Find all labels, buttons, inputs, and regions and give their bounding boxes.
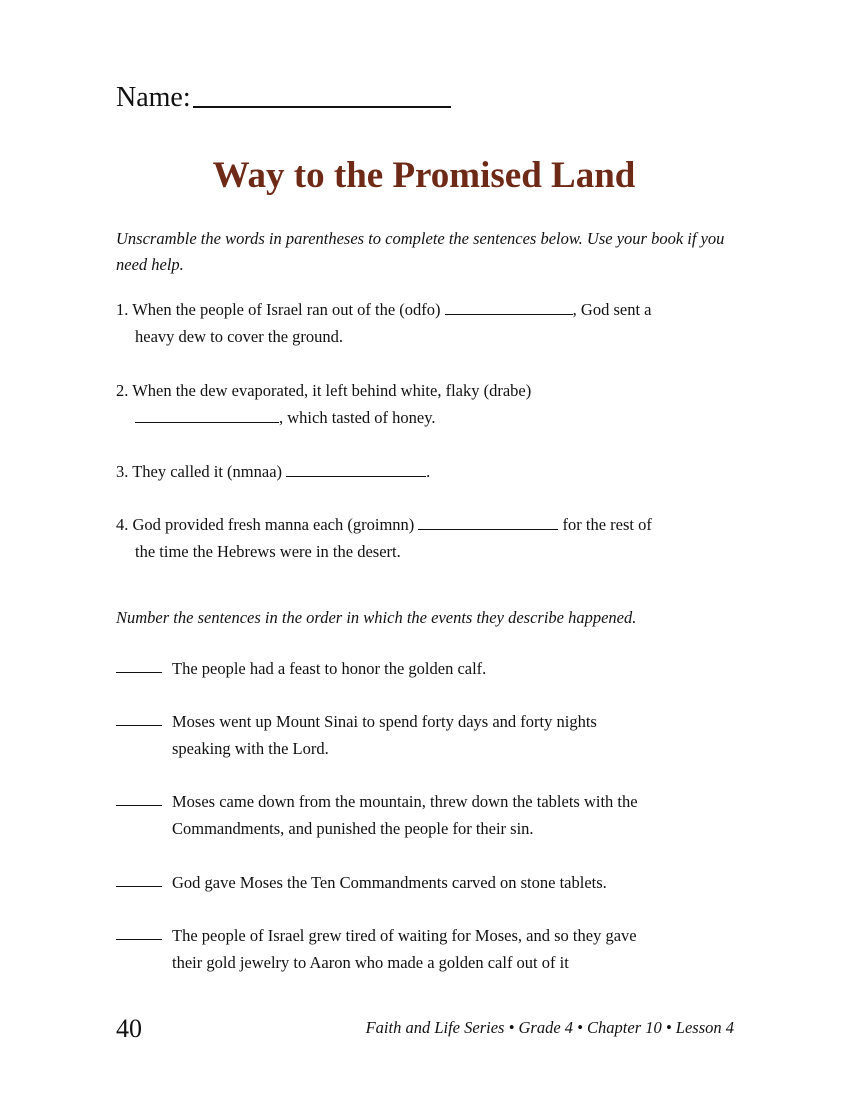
answer-blank[interactable] (418, 515, 558, 530)
question-number: 3. (116, 462, 129, 481)
ordering-instructions: Number the sentences in the order in which the events they describe happened. (116, 608, 637, 627)
question-text-line2: the time the Hebrews were in the desert. (135, 542, 401, 561)
event-item (116, 922, 736, 976)
question-text: , God sent a (572, 300, 652, 319)
question-text: When the people of Israel ran out of the (odfo) (132, 300, 445, 319)
page-number: 40 (116, 1014, 142, 1043)
event-text-line1: The people of Israel grew tired of waiting for Moses, and so they gave (172, 926, 637, 945)
question-3 (116, 458, 736, 485)
question-number: 2. (116, 381, 129, 400)
order-number-blank[interactable] (116, 922, 162, 940)
event-item (116, 708, 736, 762)
name-input-line[interactable] (193, 80, 451, 108)
event-text-line1: Moses came down from the mountain, threw down the tablets with the (172, 792, 638, 811)
name-label: Name: (116, 82, 191, 113)
question-text: When the dew evaporated, it left behind white, flaky (drabe) (132, 381, 532, 400)
question-text-line2: heavy dew to cover the ground. (135, 327, 344, 346)
question-text: . (426, 462, 431, 481)
event-item (116, 788, 736, 842)
order-number-blank[interactable] (116, 869, 162, 887)
order-number-blank[interactable] (116, 655, 162, 673)
event-text (172, 922, 736, 976)
event-text: The people had a feast to honor the golden calf. (172, 659, 487, 678)
question-2 (116, 377, 736, 431)
question-text: for the rest of (558, 515, 652, 534)
question-number: 1. (116, 300, 129, 319)
question-text: , which tasted of honey. (279, 408, 436, 427)
question-text-line2 (116, 404, 736, 431)
event-text-line2: Commandments, and punished the people for their sin. (172, 819, 534, 838)
question-text: God provided fresh manna each (groimnn) (132, 515, 419, 534)
order-number-blank[interactable] (116, 708, 162, 726)
event-text: God gave Moses the Ten Commandments carved on stone tablets. (172, 873, 607, 892)
event-item (116, 655, 736, 682)
event-text-line2: their gold jewelry to Aaron who made a golden calf out of it (172, 953, 569, 972)
question-1 (116, 296, 736, 350)
answer-blank[interactable] (445, 300, 573, 315)
event-text (172, 708, 736, 762)
question-4 (116, 511, 736, 565)
question-text: They called it (nmnaa) (132, 462, 287, 481)
series-footer: Faith and Life Series • Grade 4 • Chapter 10 • Lesson 4 (365, 1018, 734, 1037)
order-number-blank[interactable] (116, 788, 162, 806)
answer-blank[interactable] (286, 462, 426, 477)
answer-blank[interactable] (135, 408, 279, 423)
event-text-line1: Moses went up Mount Sinai to spend forty days and forty nights (172, 712, 597, 731)
unscramble-instructions: Unscramble the words in parentheses to complete the sentences below. Use your book if you need help. (116, 229, 725, 274)
event-text-line2: speaking with the Lord. (172, 739, 329, 758)
event-item (116, 869, 736, 896)
question-number: 4. (116, 515, 129, 534)
worksheet-title: Way to the Promised Land (212, 155, 636, 196)
name-field-row (116, 80, 451, 114)
event-text (172, 788, 736, 842)
